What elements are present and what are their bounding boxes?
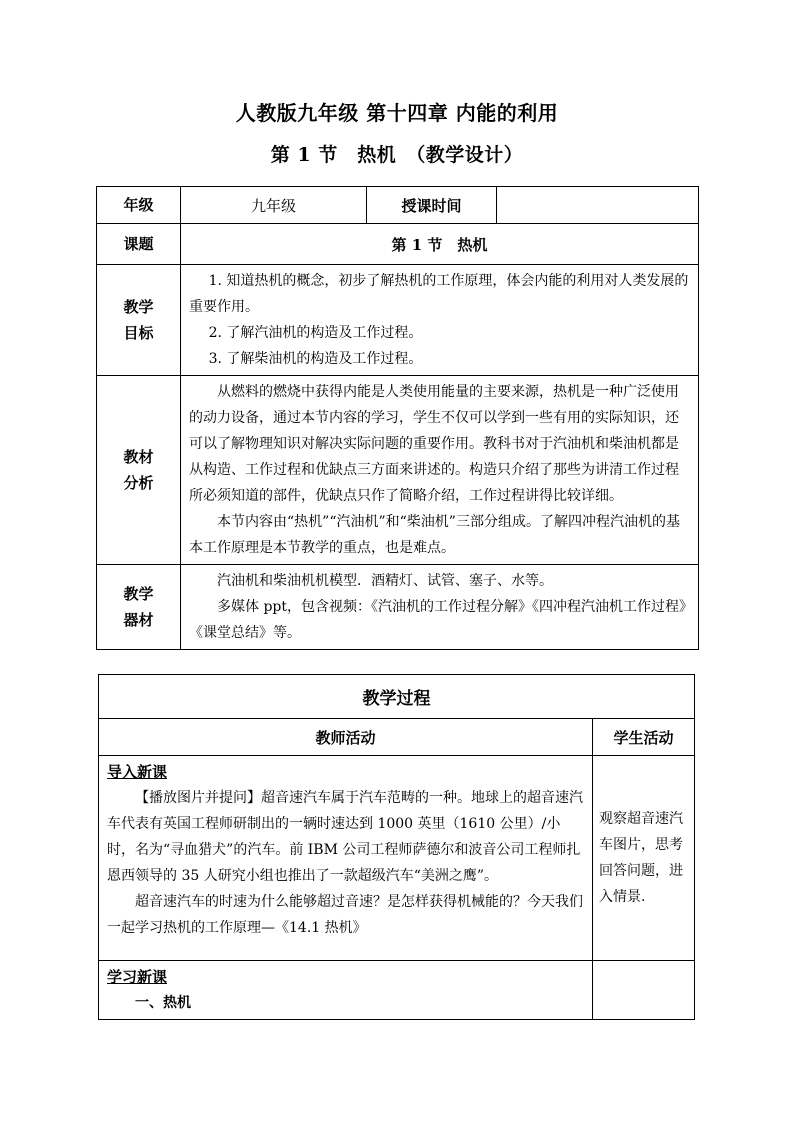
intro-paragraph: 超音速汽车的时速为什么能够超过音速？是怎样获得机械能的？今天我们一起学习热机的工作原理—《14.1 热机》 bbox=[107, 894, 583, 936]
intro-student-cell: 观察超音速汽车图片，思考回答问题，进入情景. bbox=[593, 756, 695, 961]
lesson-subtitle: 第 1 节 热机 （教学设计） bbox=[270, 144, 524, 166]
new-lesson-teacher-cell bbox=[99, 961, 593, 1020]
goals-label: 教学 目标 bbox=[97, 265, 181, 376]
goals-content bbox=[181, 265, 699, 376]
analysis-paragraph: 从燃料的燃烧中获得内能是人类使用能量的主要来源，热机是一种广泛使用的动力设备，通过本节内容的学习，学生不仅可以学到一些有用的实际知识，还可以了解物理知识对解决实际问题的重要作用。教科书对于汽油机和柴油机都是从构造、工作过程和优缺点三方面来讲述的。构造只介绍了那些为讲清工作过程所必须知道的部件，优缺点只作了简略介绍，工作过程讲得比较详细。 bbox=[189, 384, 679, 504]
analysis-content bbox=[181, 376, 699, 565]
grade-label: 年级 bbox=[97, 187, 181, 224]
goal-item: 2. 了解汽油机的构造及工作过程。 bbox=[208, 325, 423, 341]
materials-content bbox=[181, 565, 699, 650]
intro-teacher-cell bbox=[99, 756, 593, 961]
topic-label: 课题 bbox=[97, 224, 181, 265]
topic-value: 第 1 节 热机 bbox=[181, 224, 699, 265]
new-lesson-student-cell bbox=[593, 961, 695, 1020]
grade-value: 九年级 bbox=[181, 187, 367, 224]
analysis-paragraph: 本节内容由“热机”“汽油机”和“柴油机”三部分组成。了解四冲程汽油机的基本工作原理是本节教学的重点，也是难点。 bbox=[189, 514, 680, 556]
new-lesson-heading: 学习新课 bbox=[107, 968, 168, 986]
materials-paragraph: 汽油机和柴油机机模型．酒精灯、试管、塞子、水等。 bbox=[217, 573, 553, 589]
process-heading: 教学过程 bbox=[99, 675, 695, 719]
lesson-info-table bbox=[96, 186, 699, 650]
teacher-activity-header: 教师活动 bbox=[99, 719, 593, 756]
materials-label: 教学 器材 bbox=[97, 565, 181, 650]
student-activity-header: 学生活动 bbox=[593, 719, 695, 756]
document-title: 人教版九年级 第十四章 内能的利用 bbox=[235, 101, 559, 125]
goal-item: 3. 了解柴油机的构造及工作过程。 bbox=[208, 351, 423, 367]
class-time-value bbox=[497, 187, 699, 224]
goal-item: 1. 知道热机的概念，初步了解热机的工作原理，体会内能的利用对人类发展的重要作用。 bbox=[189, 273, 689, 315]
teaching-process-table bbox=[98, 674, 695, 1020]
analysis-label: 教材 分析 bbox=[97, 376, 181, 565]
materials-paragraph: 多媒体 ppt，包含视频：《汽油机的工作过程分解》《四冲程汽油机工作过程》《课堂总结》等。 bbox=[189, 599, 686, 641]
intro-paragraph: 【播放图片并提问】超音速汽车属于汽车范畴的一种。地球上的超音速汽车代表有英国工程师研制出的一辆时速达到 1000 英里（1610 公里）/小时，名为“寻血猎犬”的汽车。前 IBM 公司工程师萨德尔和波音公司工程师扎恩西领导的 35 人研究小组也推出了一款超级汽车“美洲之鹰”。 bbox=[107, 790, 583, 884]
class-time-label: 授课时间 bbox=[367, 187, 497, 224]
intro-heading: 导入新课 bbox=[107, 763, 168, 781]
section-heat-engine: 一、热机 bbox=[135, 995, 191, 1011]
